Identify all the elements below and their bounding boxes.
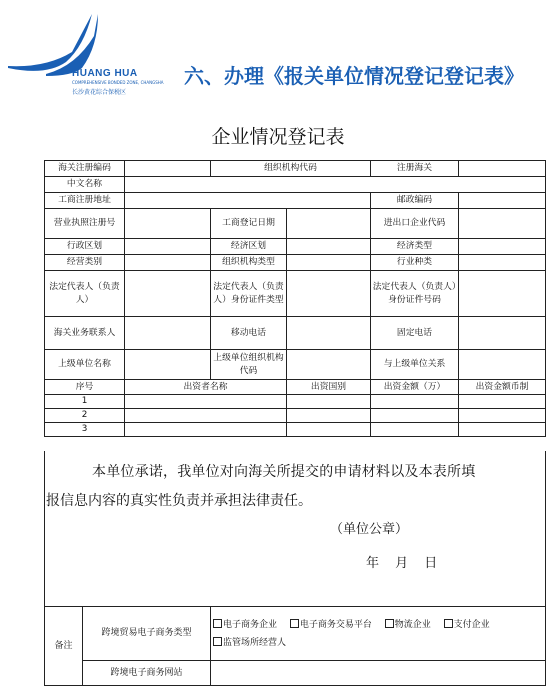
field-reg-customs[interactable] <box>459 161 546 177</box>
label-org-type: 组织机构类型 <box>211 255 287 271</box>
field-customs-reg-no[interactable] <box>125 161 211 177</box>
investor-amount-cell[interactable] <box>371 423 459 437</box>
field-district[interactable] <box>125 239 211 255</box>
field-parent-org-code[interactable] <box>287 350 371 380</box>
investor-row-no: 1 <box>45 395 125 409</box>
investor-row-no: 2 <box>45 409 125 423</box>
investor-header-name: 出资者名称 <box>125 380 287 395</box>
pledge-text <box>46 458 542 516</box>
label-reg-date: 工商登记日期 <box>211 209 287 239</box>
field-customs-contact[interactable] <box>125 317 211 350</box>
investor-name-cell[interactable] <box>125 423 287 437</box>
field-website[interactable] <box>211 661 546 686</box>
option-ecommerce-enterprise[interactable]: 电子商务企业 <box>213 616 277 634</box>
ecommerce-type-options <box>211 607 546 661</box>
field-reg-address[interactable] <box>125 193 371 209</box>
field-mobile[interactable] <box>287 317 371 350</box>
checkbox-icon[interactable] <box>290 619 299 628</box>
checkbox-icon[interactable] <box>213 637 222 646</box>
label-reg-customs: 注册海关 <box>371 161 459 177</box>
option-supervised-site-operator[interactable]: 监管场所经营人 <box>213 634 286 652</box>
field-landline[interactable] <box>459 317 546 350</box>
investor-currency-cell[interactable] <box>459 395 546 409</box>
field-parent-name[interactable] <box>125 350 211 380</box>
investor-header-currency: 出资金额币制 <box>459 380 546 395</box>
checkbox-icon[interactable] <box>213 619 222 628</box>
seal-label: （单位公章） <box>330 522 409 537</box>
investor-header-no: 序号 <box>45 380 125 395</box>
field-parent-relation[interactable] <box>459 350 546 380</box>
remarks-label: 备注 <box>45 607 83 686</box>
investor-country-cell[interactable] <box>287 423 371 437</box>
label-legal-rep-id-no: 法定代表人（负责人）身份证件号码 <box>371 271 459 317</box>
investor-amount-cell[interactable] <box>371 409 459 423</box>
investor-country-cell[interactable] <box>287 409 371 423</box>
date-label: 年 月 日 <box>366 556 438 571</box>
field-econ-zone[interactable] <box>287 239 371 255</box>
pledge-line-1: 本单位承诺，我单位对向海关所提交的申请材料以及本表所填 <box>92 464 476 480</box>
ecommerce-type-label: 跨境贸易电子商务类型 <box>83 607 211 661</box>
investor-row-no: 3 <box>45 423 125 437</box>
label-landline: 固定电话 <box>371 317 459 350</box>
field-reg-date[interactable] <box>287 209 371 239</box>
label-reg-address: 工商注册地址 <box>45 193 125 209</box>
field-cn-name[interactable] <box>125 177 546 193</box>
label-district: 行政区划 <box>45 239 125 255</box>
field-postcode[interactable] <box>459 193 546 209</box>
investor-header-country: 出资国别 <box>287 380 371 395</box>
investor-name-cell[interactable] <box>125 395 287 409</box>
field-license-no[interactable] <box>125 209 211 239</box>
field-legal-rep-id-type[interactable] <box>287 271 371 317</box>
brand-name-en: HUANG HUA <box>72 68 138 79</box>
option-payment[interactable]: 支付企业 <box>444 616 490 634</box>
investor-amount-cell[interactable] <box>371 395 459 409</box>
label-econ-type: 经济类型 <box>371 239 459 255</box>
field-legal-rep-id-no[interactable] <box>459 271 546 317</box>
investor-currency-cell[interactable] <box>459 409 546 423</box>
label-parent-name: 上级单位名称 <box>45 350 125 380</box>
label-license-no: 营业执照注册号 <box>45 209 125 239</box>
registration-form-table <box>44 160 546 437</box>
label-customs-reg-no: 海关注册编码 <box>45 161 125 177</box>
label-industry: 行业种类 <box>371 255 459 271</box>
field-org-type[interactable] <box>287 255 371 271</box>
investor-name-cell[interactable] <box>125 409 287 423</box>
checkbox-icon[interactable] <box>444 619 453 628</box>
label-parent-org-code: 上级单位组织机构代码 <box>211 350 287 380</box>
field-industry[interactable] <box>459 255 546 271</box>
label-customs-contact: 海关业务联系人 <box>45 317 125 350</box>
section-title: 六、办理《报关单位情况登记登记表》 <box>184 64 524 88</box>
investor-currency-cell[interactable] <box>459 423 546 437</box>
form-title: 企业情况登记表 <box>211 126 345 148</box>
brand-name-cn: 长沙黄花综合保税区 <box>72 89 127 96</box>
field-ie-code[interactable] <box>459 209 546 239</box>
label-parent-relation: 与上级单位关系 <box>371 350 459 380</box>
field-legal-rep[interactable] <box>125 271 211 317</box>
option-trading-platform[interactable]: 电子商务交易平台 <box>290 616 372 634</box>
label-org-code: 组织机构代码 <box>211 161 371 177</box>
website-label: 跨境电子商务网站 <box>83 661 211 686</box>
investor-country-cell[interactable] <box>287 395 371 409</box>
remarks-table <box>44 606 546 686</box>
label-legal-rep: 法定代表人（负责人） <box>45 271 125 317</box>
huanghua-logo <box>6 6 164 96</box>
investor-header-amount: 出资金额（万） <box>371 380 459 395</box>
field-biz-category[interactable] <box>125 255 211 271</box>
option-logistics[interactable]: 物流企业 <box>385 616 431 634</box>
checkbox-icon[interactable] <box>385 619 394 628</box>
label-biz-category: 经营类别 <box>45 255 125 271</box>
label-postcode: 邮政编码 <box>371 193 459 209</box>
label-legal-rep-id-type: 法定代表人（负责人）身份证件类型 <box>211 271 287 317</box>
label-cn-name: 中文名称 <box>45 177 125 193</box>
label-econ-zone: 经济区划 <box>211 239 287 255</box>
label-ie-code: 进出口企业代码 <box>371 209 459 239</box>
brand-subtitle: COMPREHENSIVE BONDED ZONE, CHANGSHA <box>72 80 164 85</box>
label-mobile: 移动电话 <box>211 317 287 350</box>
field-econ-type[interactable] <box>459 239 546 255</box>
pledge-line-2: 报信息内容的真实性负责并承担法律责任。 <box>46 493 312 509</box>
